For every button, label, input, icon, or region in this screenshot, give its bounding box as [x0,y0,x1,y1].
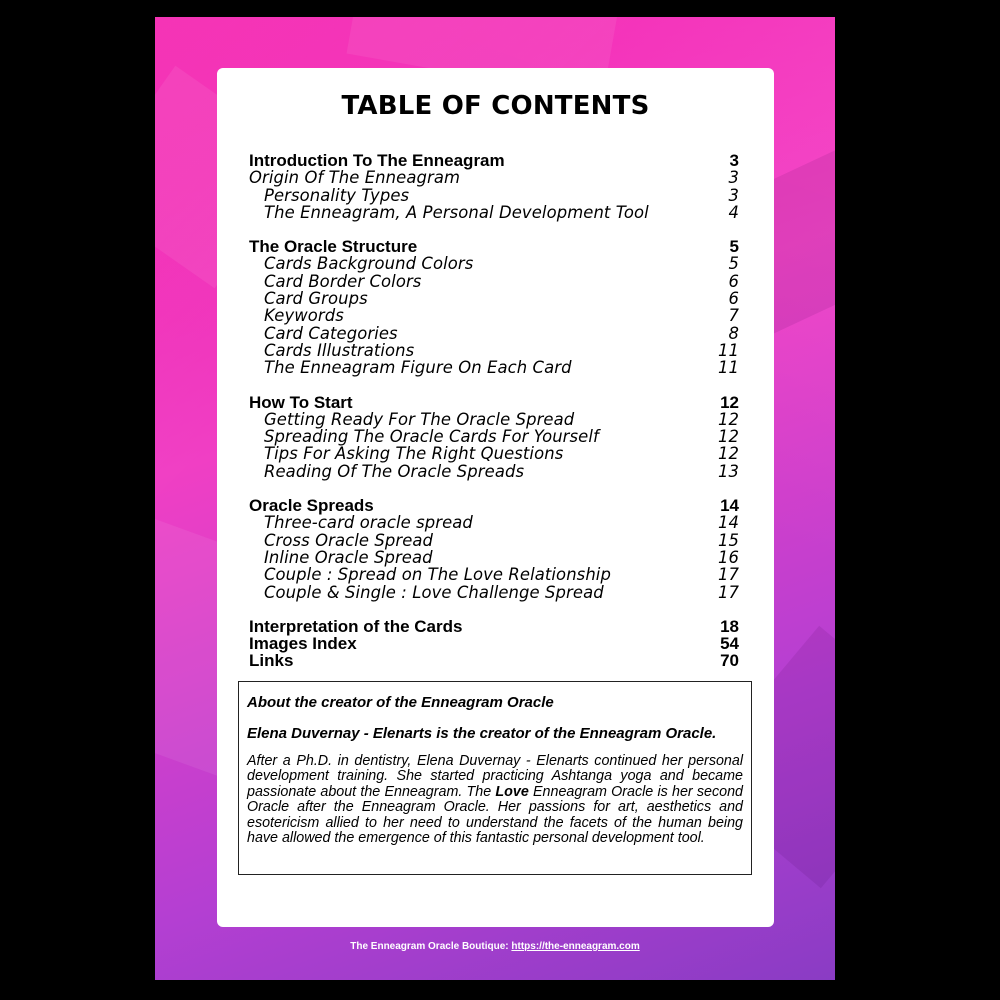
toc-entry[interactable] [249,290,739,307]
toc-heading[interactable] [249,152,739,169]
toc-page-number: 18 [720,616,739,636]
footer [155,941,835,952]
toc-page-number: 8 [728,323,739,343]
toc-entry-label: Origin Of The Enneagram [249,168,461,188]
toc-page-number: 12 [717,444,739,464]
toc-entry-label: Card Categories [264,323,398,343]
toc-entry[interactable] [249,566,739,583]
toc-entry[interactable] [249,255,739,272]
toc-entry[interactable] [249,411,739,428]
toc-entry-label: Reading Of The Oracle Spreads [264,461,525,481]
toc-page-number: 11 [717,358,739,378]
footer-link[interactable]: https://the-enneagram.com [511,941,640,952]
toc-entry-label: Interpretation of the Cards [249,616,463,636]
toc-page-number: 6 [728,289,739,309]
toc-entry[interactable] [249,342,739,359]
toc-entry-label: Cross Oracle Spread [264,530,434,550]
toc-page-number: 54 [720,634,739,654]
toc-entry[interactable] [249,325,739,342]
toc-page-number: 14 [720,496,739,516]
toc-page-number: 16 [717,547,739,567]
toc-page-number: 4 [728,202,739,222]
toc-heading[interactable] [249,652,739,669]
toc-heading[interactable] [249,394,739,411]
toc-entry[interactable] [249,204,739,221]
toc-heading[interactable] [249,238,739,255]
toc-page-number: 5 [729,237,739,257]
toc-page-number: 7 [728,306,739,326]
about-box [238,681,752,875]
toc-page-number: 11 [717,340,739,360]
toc-page-number: 3 [728,185,739,205]
about-body-text-end: Enneagram Oracle is her second Oracle after the Enneagram Oracle. Her passions for art, aesthetics and esotericism allied to her need to understand the facets of the human being have allowed the emergence of this fantastic personal development tool. [247,783,743,847]
toc-final-headings [249,618,739,670]
toc-entry[interactable] [249,445,739,462]
toc-section [249,152,739,221]
toc-entry-label: Tips For Asking The Right Questions [264,444,564,464]
toc-page-number: 12 [717,409,739,429]
toc-page-number: 12 [720,392,739,412]
toc-section [249,394,739,480]
toc-entry-label: The Enneagram Figure On Each Card [264,358,572,378]
toc-section [249,497,739,601]
toc-entry[interactable] [249,584,739,601]
toc-entry-label: Couple : Spread on The Love Relationship [264,565,611,585]
toc-entry-label: Introduction To The Enneagram [249,151,505,170]
toc-entry[interactable] [249,169,739,186]
toc-page-number: 3 [728,168,739,188]
toc-entry[interactable] [249,463,739,480]
toc-entry[interactable] [249,273,739,290]
toc-entry-label: Spreading The Oracle Cards For Yourself [264,427,599,447]
about-body-bold: Love [495,783,529,800]
toc-entry-label: Images Index [249,634,357,654]
toc-entry-label: Links [249,651,294,671]
toc-page-number: 3 [729,151,739,170]
toc-page-number: 13 [717,461,739,481]
about-heading: About the creator of the Enneagram Oracle [247,694,554,711]
toc-entry-label: The Enneagram, A Personal Development Tool [264,202,649,222]
toc-page-number: 17 [717,565,739,585]
toc-page-number: 14 [717,513,739,533]
toc-entry-label: Personality Types [264,185,410,205]
toc-entry[interactable] [249,307,739,324]
toc-page-number: 5 [728,254,739,274]
content-card [217,68,774,927]
toc-entry-label: How To Start [249,392,353,412]
toc-entry-label: Cards Illustrations [264,340,415,360]
about-body-text: After a Ph.D. in dentistry, Elena Duvernay - Elenarts continued her personal development training. She started practicing Ashtanga yoga and became passionate about the Enneagram. The [247,753,743,800]
toc-heading[interactable] [249,497,739,514]
footer-label: The Enneagram Oracle Boutique: [350,941,509,952]
toc-page-number: 12 [717,427,739,447]
toc-heading[interactable] [249,618,739,635]
toc-entry-label: The Oracle Structure [249,237,418,257]
table-of-contents [249,152,739,670]
toc-entry-label: Couple & Single : Love Challenge Spread [264,582,604,602]
toc-entry[interactable] [249,514,739,531]
toc-entry-label: Card Groups [264,289,368,309]
toc-entry-label: Card Border Colors [264,271,422,291]
toc-entry-label: Getting Ready For The Oracle Spread [264,409,575,429]
toc-entry-label: Cards Background Colors [264,254,474,274]
document-page [155,17,835,980]
toc-heading[interactable] [249,635,739,652]
toc-entry-label: Inline Oracle Spread [264,547,433,567]
toc-entry-label: Three-card oracle spread [264,513,473,533]
toc-section [249,238,739,376]
about-body [247,754,743,846]
toc-entry[interactable] [249,549,739,566]
toc-entry[interactable] [249,187,739,204]
toc-entry-label: Oracle Spreads [249,496,374,516]
toc-page-number: 70 [720,651,739,671]
toc-page-number: 6 [728,271,739,291]
toc-entry[interactable] [249,428,739,445]
toc-entry[interactable] [249,359,739,376]
toc-entry[interactable] [249,532,739,549]
toc-entry-label: Keywords [264,306,344,326]
toc-page-number: 17 [717,582,739,602]
about-subheading: Elena Duvernay - Elenarts is the creator of the Enneagram Oracle. [247,725,717,742]
page-title: TABLE OF CONTENTS [341,91,650,121]
toc-page-number: 15 [717,530,739,550]
